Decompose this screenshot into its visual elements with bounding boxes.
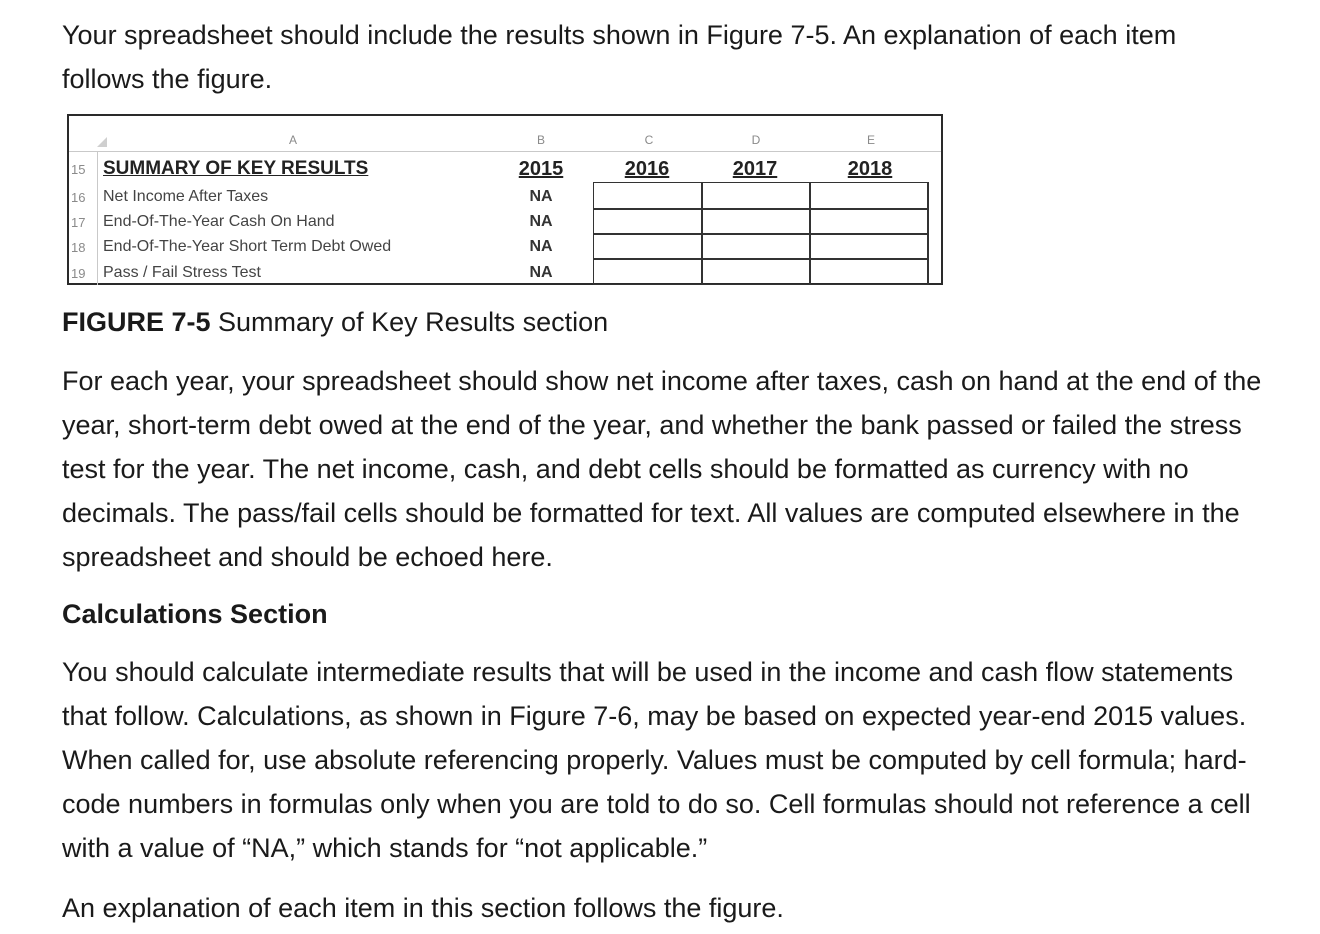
section-heading: Calculations Section <box>62 599 328 629</box>
cell-value: NA <box>529 188 553 205</box>
column-header-divider <box>69 151 941 152</box>
body-paragraph: An explanation of each item in this section follows the figure. <box>62 893 784 923</box>
row-number: 18 <box>71 240 86 255</box>
figure-caption <box>62 304 608 340</box>
figure-caption-text: Summary of Key Results section <box>210 307 609 337</box>
column-header-b: B <box>536 133 545 147</box>
year-header: 2015 <box>518 158 564 180</box>
column-header-d: D <box>751 133 761 147</box>
column-header-a: A <box>288 133 297 147</box>
row-label: Pass / Fail Stress Test <box>103 264 261 281</box>
summary-title: SUMMARY OF KEY RESULTS <box>103 158 369 179</box>
cell-value: NA <box>529 213 553 230</box>
grid-line <box>594 208 928 210</box>
body-paragraph: For each year, your spreadsheet should show net income after taxes, cash on hand at the end of the year, short-term debt owed at the end of the year, and whether the bank passed or failed the stress test for the year. The net income, cash, and debt cells should be formatted as currency with no decimals. The pass/fail cells should be formatted for text. All values are computed elsewhere in the spreadsheet and should be echoed here. <box>62 366 1262 572</box>
row-number: 16 <box>71 190 86 205</box>
row-number: 17 <box>71 215 86 230</box>
row-label: Net Income After Taxes <box>103 188 269 205</box>
column-header-e: E <box>866 133 875 147</box>
row-label: End-Of-The-Year Short Term Debt Owed <box>103 238 392 255</box>
year-header: 2017 <box>732 158 778 180</box>
grid-line <box>594 233 928 235</box>
cell-value: NA <box>529 264 553 281</box>
year-header: 2018 <box>847 158 893 180</box>
grid-line <box>594 258 928 260</box>
column-header-c: C <box>644 133 654 147</box>
empty-result-cells <box>593 182 929 285</box>
select-all-corner <box>97 137 107 147</box>
row-header-divider <box>97 151 98 285</box>
figure-7-5-spreadsheet <box>67 114 943 285</box>
row-label: End-Of-The-Year Cash On Hand <box>103 213 335 230</box>
row-number: 19 <box>71 266 86 281</box>
cell-value: NA <box>529 238 553 255</box>
body-paragraph: You should calculate intermediate results that will be used in the income and cash flow statements that follow. Calculations, as shown in Figure 7-6, may be based on expected year-end 2015 values. When called for, use absolute referencing properly. Values must be computed by cell formula; hard-code numbers in formulas only when you are told to do so. Cell formulas should not reference a cell with a value of “NA,” which stands for “not applicable.” <box>62 657 1251 863</box>
intro-paragraph: Your spreadsheet should include the results shown in Figure 7-5. An explanation of each item follows the figure. <box>62 20 1177 94</box>
year-header: 2016 <box>624 158 670 180</box>
row-number: 15 <box>71 162 86 177</box>
figure-label: FIGURE 7-5 <box>62 307 211 337</box>
